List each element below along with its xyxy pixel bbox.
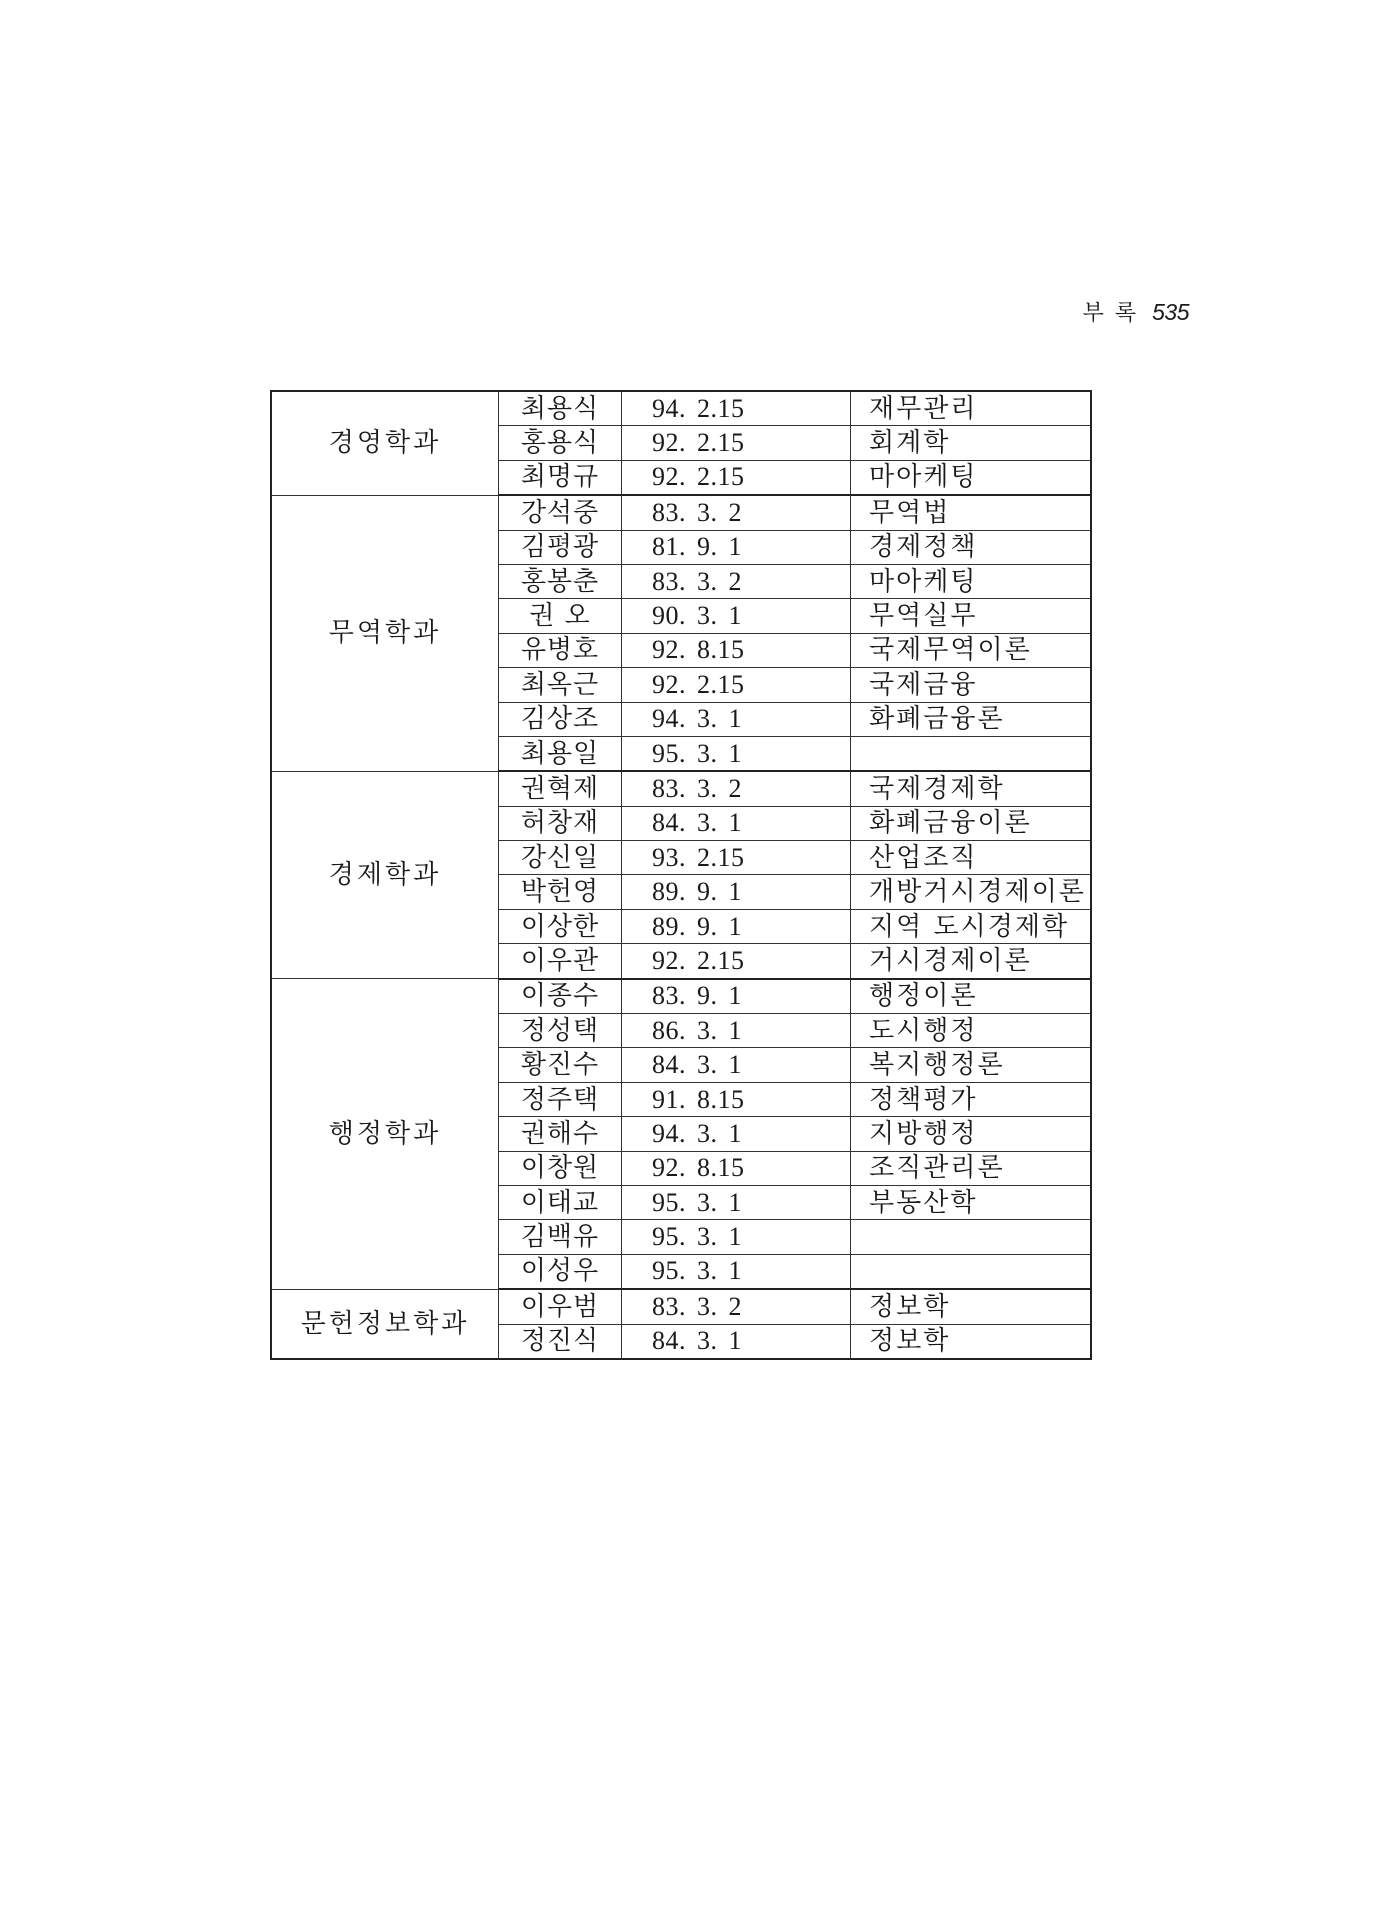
date-cell: 92. 2.15 [622,668,851,702]
field-cell: 행정이론 [851,979,1092,1014]
table-row [271,391,1091,426]
field-cell: 화폐금융론 [851,702,1092,736]
name-cell: 정진식 [499,1324,622,1359]
name-cell: 이우관 [499,944,622,979]
field-cell: 마아케팅 [851,460,1092,495]
field-cell: 정보학 [851,1324,1092,1359]
field-cell: 거시경제이론 [851,944,1092,979]
name-cell: 김상조 [499,702,622,736]
date-cell: 95. 3. 1 [622,1254,851,1289]
date-cell: 95. 3. 1 [622,1220,851,1254]
date-cell: 83. 3. 2 [622,771,851,806]
name-cell: 정주택 [499,1082,622,1116]
name-cell: 강신일 [499,841,622,875]
name-cell: 권혁제 [499,771,622,806]
field-cell: 개방거시경제이론 [851,875,1092,909]
field-cell: 국제경제학 [851,771,1092,806]
name-cell: 허창재 [499,806,622,840]
date-cell: 95. 3. 1 [622,736,851,771]
field-cell: 화폐금융이론 [851,806,1092,840]
field-cell: 경제정책 [851,530,1092,564]
field-cell [851,1220,1092,1254]
field-cell: 마아케팅 [851,564,1092,598]
name-cell: 최명규 [499,460,622,495]
field-cell: 지역 도시경제학 [851,909,1092,943]
name-cell: 황진수 [499,1048,622,1082]
date-cell: 92. 2.15 [622,944,851,979]
field-cell: 부동산학 [851,1185,1092,1219]
table-row [271,495,1091,530]
date-cell: 83. 9. 1 [622,979,851,1014]
date-cell: 92. 8.15 [622,1151,851,1185]
date-cell: 83. 3. 2 [622,564,851,598]
faculty-table-body [271,391,1091,1359]
name-cell: 최옥근 [499,668,622,702]
faculty-table [270,390,1092,1360]
name-cell: 최용식 [499,391,622,426]
field-cell: 조직관리론 [851,1151,1092,1185]
name-cell: 권해수 [499,1117,622,1151]
name-cell: 홍용식 [499,426,622,460]
date-cell: 89. 9. 1 [622,875,851,909]
date-cell: 92. 2.15 [622,426,851,460]
field-cell: 회계학 [851,426,1092,460]
name-cell: 이태교 [499,1185,622,1219]
date-cell: 94. 3. 1 [622,702,851,736]
date-cell: 90. 3. 1 [622,599,851,633]
date-cell: 92. 8.15 [622,633,851,667]
field-cell: 정책평가 [851,1082,1092,1116]
name-cell: 최용일 [499,736,622,771]
field-cell: 정보학 [851,1289,1092,1324]
date-cell: 89. 9. 1 [622,909,851,943]
name-cell: 유병호 [499,633,622,667]
field-cell: 복지행정론 [851,1048,1092,1082]
field-cell: 도시행정 [851,1014,1092,1048]
field-cell: 무역법 [851,495,1092,530]
date-cell: 83. 3. 2 [622,1289,851,1324]
name-cell: 김백유 [499,1220,622,1254]
date-cell: 84. 3. 1 [622,806,851,840]
department-cell: 무역학과 [271,495,499,771]
table-row [271,1289,1091,1324]
date-cell: 81. 9. 1 [622,530,851,564]
name-cell: 강석중 [499,495,622,530]
date-cell: 95. 3. 1 [622,1185,851,1219]
name-cell: 홍봉춘 [499,564,622,598]
date-cell: 93. 2.15 [622,841,851,875]
name-cell: 박헌영 [499,875,622,909]
name-cell: 이성우 [499,1254,622,1289]
table-row [271,771,1091,806]
name-cell: 정성택 [499,1014,622,1048]
date-cell: 83. 3. 2 [622,495,851,530]
field-cell: 재무관리 [851,391,1092,426]
field-cell: 지방행정 [851,1117,1092,1151]
field-cell: 국제무역이론 [851,633,1092,667]
field-cell: 무역실무 [851,599,1092,633]
table-row [271,979,1091,1014]
name-cell: 이창원 [499,1151,622,1185]
date-cell: 84. 3. 1 [622,1048,851,1082]
section-label: 부 록 [1082,301,1139,326]
department-cell: 경제학과 [271,771,499,978]
name-cell: 김평광 [499,530,622,564]
date-cell: 94. 2.15 [622,391,851,426]
date-cell: 84. 3. 1 [622,1324,851,1359]
name-cell: 권 오 [499,599,622,633]
department-cell: 문헌정보학과 [271,1289,499,1359]
department-cell: 경영학과 [271,391,499,495]
date-cell: 94. 3. 1 [622,1117,851,1151]
name-cell: 이우범 [499,1289,622,1324]
field-cell: 산업조직 [851,841,1092,875]
date-cell: 91. 8.15 [622,1082,851,1116]
department-cell: 행정학과 [271,979,499,1290]
date-cell: 92. 2.15 [622,460,851,495]
page-header [1083,296,1189,327]
date-cell: 86. 3. 1 [622,1014,851,1048]
page-number: 535 [1152,299,1189,325]
field-cell: 국제금융 [851,668,1092,702]
field-cell [851,736,1092,771]
field-cell [851,1254,1092,1289]
name-cell: 이종수 [499,979,622,1014]
name-cell: 이상한 [499,909,622,943]
